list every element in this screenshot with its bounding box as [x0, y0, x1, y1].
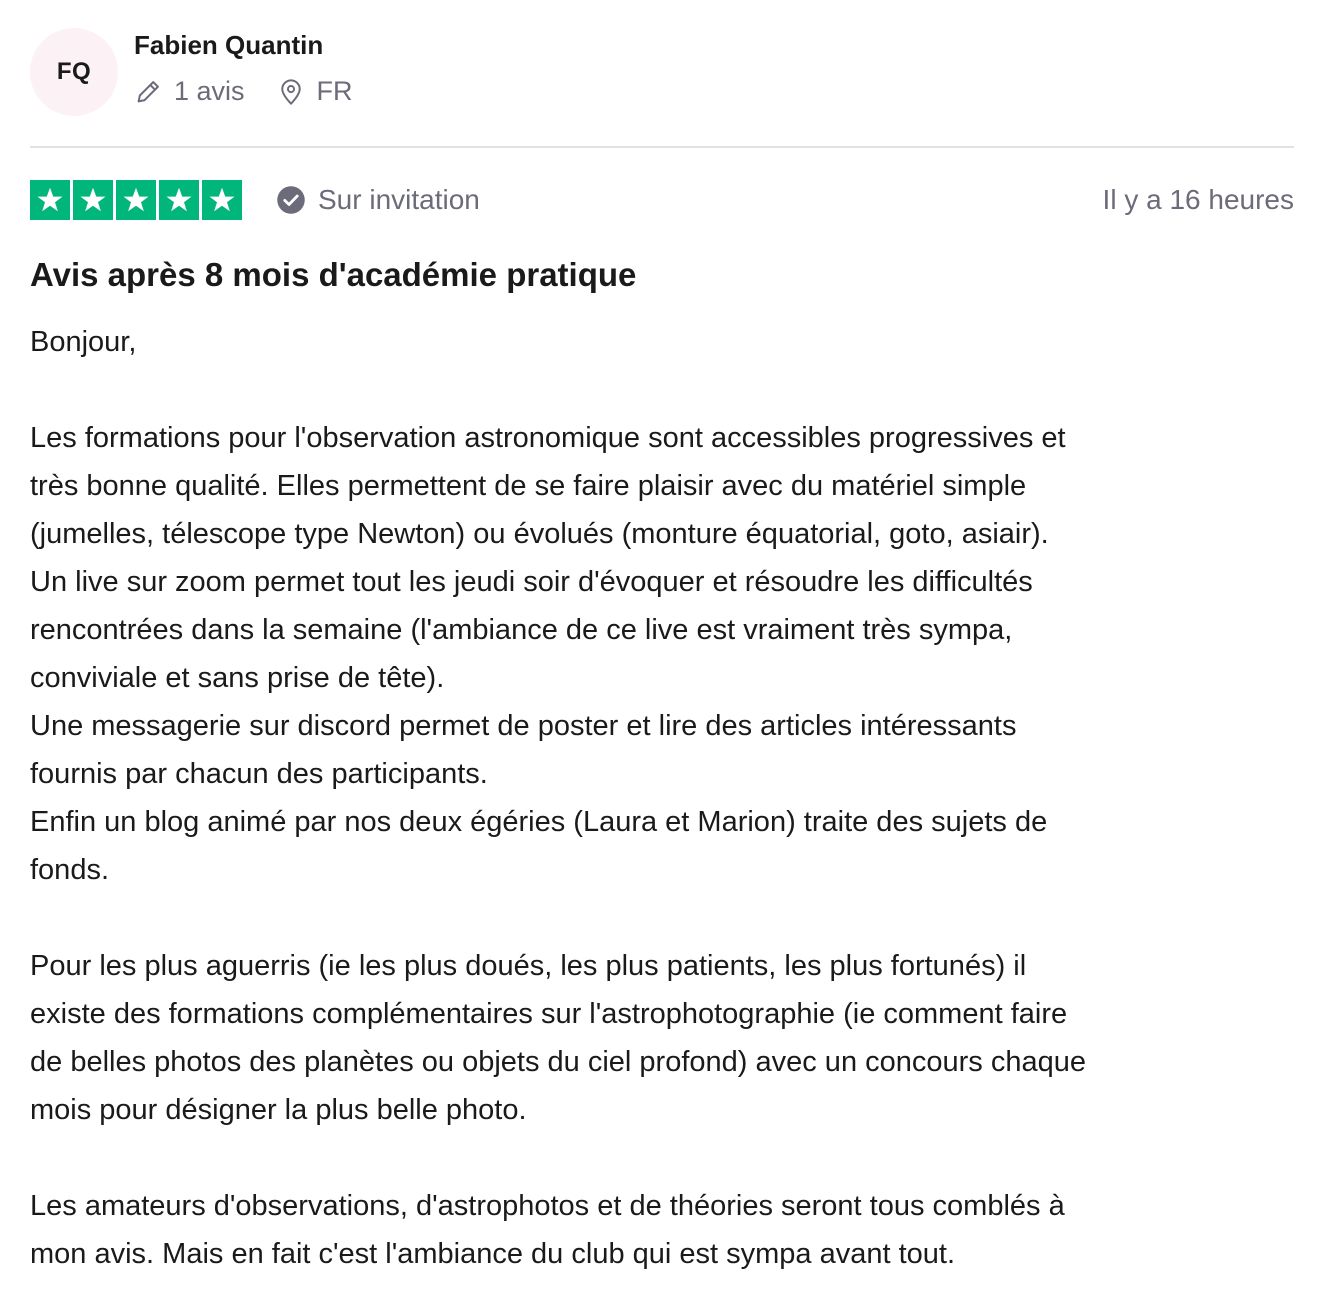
review-text-line: Pour les plus aguerris (ie les plus doués, les plus patients, les plus fortunés) il [30, 950, 1027, 982]
checkmark-circle-icon [276, 185, 306, 215]
star-icon [73, 180, 113, 220]
star-icon [159, 180, 199, 220]
review-text-line: conviviale et sans prise de tête). [30, 662, 445, 694]
review-text-line: fournis par chacun des participants. [30, 758, 488, 790]
paragraph-gap [30, 366, 1310, 414]
review-text-line: Les formations pour l'observation astronomique sont accessibles progressives et [30, 422, 1066, 454]
review-text-line: Un live sur zoom permet tout les jeudi soir d'évoquer et résoudre les difficultés [30, 566, 1033, 598]
rating-row [30, 146, 1294, 254]
star-rating [30, 180, 245, 220]
review-text-line: (jumelles, télescope type Newton) ou évolués (monture équatorial, goto, asiair). [30, 518, 1049, 550]
review-text-line: Une messagerie sur discord permet de poster et lire des articles intéressants [30, 710, 1017, 742]
review-title[interactable]: Avis après 8 mois d'académie pratique [30, 256, 637, 293]
reviewer-name[interactable]: Fabien Quantin [134, 30, 324, 60]
verification-badge[interactable] [276, 184, 480, 216]
star-icon [202, 180, 242, 220]
review-text-line: Enfin un blog animé par nos deux égéries (Laura et Marion) traite des sujets de [30, 806, 1048, 838]
pencil-icon [134, 78, 162, 106]
review-text-line: Les amateurs d'observations, d'astrophotos et de théories seront tous comblés à [30, 1190, 1065, 1222]
reviewer-location [277, 76, 353, 107]
review-count [134, 76, 245, 107]
review-text-line: fonds. [30, 854, 109, 886]
star-icon [116, 180, 156, 220]
review-text-line: très bonne qualité. Elles permettent de se faire plaisir avec du matériel simple [30, 470, 1027, 502]
avatar[interactable]: FQ [30, 28, 118, 116]
review-date: Il y a 16 heures [1102, 184, 1294, 215]
verification-label: Sur invitation [318, 184, 480, 215]
review-count-label: 1 avis [174, 76, 245, 106]
location-pin-icon [277, 78, 305, 106]
review-text-line: rencontrées dans la semaine (l'ambiance de ce live est vraiment très sympa, [30, 614, 1013, 646]
review-card [30, 0, 1294, 1270]
country-label: FR [316, 76, 353, 106]
star-icon [30, 180, 70, 220]
review-text-line: mon avis. Mais en fait c'est l'ambiance du club qui est sympa avant tout. [30, 1238, 956, 1270]
reviewer-meta [134, 76, 353, 107]
review-text-line: Bonjour, [30, 326, 137, 358]
paragraph-gap [30, 894, 1310, 942]
review-text-line: existe des formations complémentaires sur l'astrophotographie (ie comment faire [30, 998, 1068, 1030]
review-text-line: de belles photos des planètes ou objets du ciel profond) avec un concours chaque [30, 1046, 1086, 1078]
review-body [30, 318, 1310, 1278]
paragraph-gap [30, 1134, 1310, 1182]
reviewer-header [30, 0, 1294, 146]
review-text-line: mois pour désigner la plus belle photo. [30, 1094, 527, 1126]
